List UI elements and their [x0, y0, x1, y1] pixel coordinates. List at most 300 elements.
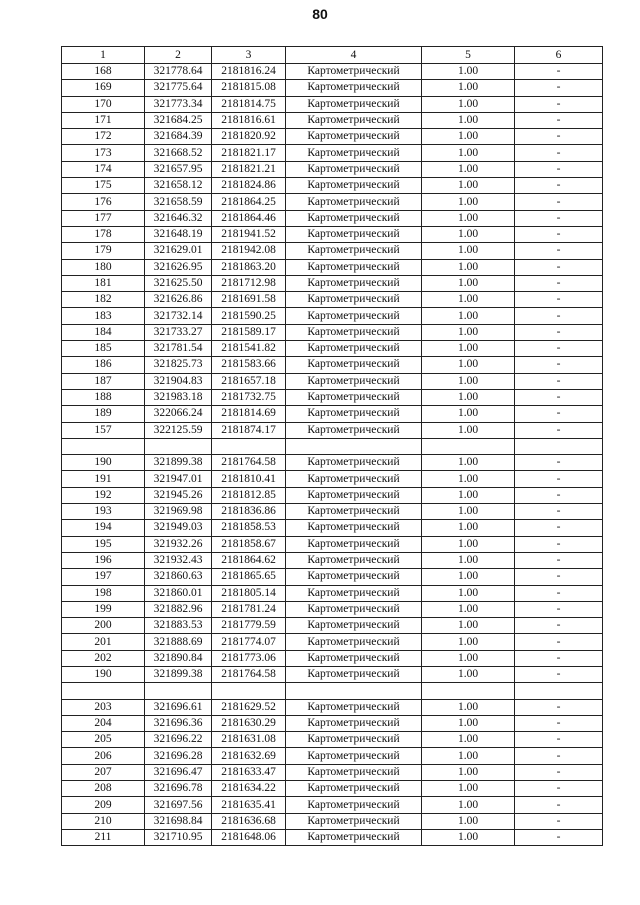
cell-description: - [515, 764, 603, 780]
cell-method: Картометрический [286, 666, 422, 682]
cell-accuracy: 1.00 [422, 650, 515, 666]
cell-y: 2181874.17 [212, 422, 286, 438]
cell-point-number: 183 [62, 308, 145, 324]
cell-y: 2181815.08 [212, 80, 286, 96]
cell-point-number: 210 [62, 813, 145, 829]
cell-y: 2181863.20 [212, 259, 286, 275]
cell-y: 2181732.75 [212, 389, 286, 405]
cell-x: 321890.84 [145, 650, 212, 666]
cell-accuracy: 1.00 [422, 504, 515, 520]
cell-description: - [515, 797, 603, 813]
empty-cell [515, 683, 603, 699]
cell-point-number: 203 [62, 699, 145, 715]
cell-y: 2181629.52 [212, 699, 286, 715]
cell-accuracy: 1.00 [422, 96, 515, 112]
cell-description: - [515, 536, 603, 552]
cell-point-number: 211 [62, 829, 145, 845]
cell-point-number: 176 [62, 194, 145, 210]
cell-x: 321882.96 [145, 601, 212, 617]
cell-accuracy: 1.00 [422, 357, 515, 373]
cell-point-number: 207 [62, 764, 145, 780]
cell-point-number: 175 [62, 178, 145, 194]
cell-accuracy: 1.00 [422, 520, 515, 536]
cell-point-number: 170 [62, 96, 145, 112]
cell-point-number: 208 [62, 781, 145, 797]
cell-description: - [515, 226, 603, 242]
cell-description: - [515, 666, 603, 682]
empty-cell [422, 683, 515, 699]
cell-x: 321888.69 [145, 634, 212, 650]
cell-description: - [515, 813, 603, 829]
cell-method: Картометрический [286, 585, 422, 601]
group-separator-row [62, 683, 603, 699]
cell-y: 2181635.41 [212, 797, 286, 813]
cell-method: Картометрический [286, 161, 422, 177]
cell-point-number: 185 [62, 341, 145, 357]
cell-point-number: 205 [62, 732, 145, 748]
cell-x: 321658.59 [145, 194, 212, 210]
cell-method: Картометрический [286, 797, 422, 813]
cell-description: - [515, 552, 603, 568]
cell-x: 321949.03 [145, 520, 212, 536]
table-row [62, 732, 603, 748]
table-row [62, 226, 603, 242]
table-header [62, 47, 603, 64]
cell-x: 321684.39 [145, 129, 212, 145]
cell-accuracy: 1.00 [422, 64, 515, 80]
cell-y: 2181836.86 [212, 504, 286, 520]
cell-method: Картометрический [286, 243, 422, 259]
cell-method: Картометрический [286, 357, 422, 373]
cell-description: - [515, 308, 603, 324]
cell-description: - [515, 422, 603, 438]
cell-method: Картометрический [286, 259, 422, 275]
cell-x: 321696.36 [145, 715, 212, 731]
cell-method: Картометрический [286, 406, 422, 422]
cell-y: 2181810.41 [212, 471, 286, 487]
cell-accuracy: 1.00 [422, 699, 515, 715]
cell-y: 2181764.58 [212, 666, 286, 682]
cell-y: 2181821.17 [212, 145, 286, 161]
cell-x: 321646.32 [145, 210, 212, 226]
cell-x: 321698.84 [145, 813, 212, 829]
cell-y: 2181814.69 [212, 406, 286, 422]
cell-x: 321629.01 [145, 243, 212, 259]
cell-accuracy: 1.00 [422, 308, 515, 324]
empty-cell [62, 438, 145, 454]
cell-y: 2181941.52 [212, 226, 286, 242]
cell-point-number: 198 [62, 585, 145, 601]
header-cell-description: 6 [515, 47, 603, 64]
cell-description: - [515, 748, 603, 764]
table-row [62, 715, 603, 731]
cell-point-number: 197 [62, 569, 145, 585]
cell-x: 321658.12 [145, 178, 212, 194]
cell-description: - [515, 601, 603, 617]
page-number: 80 [312, 6, 328, 22]
cell-y: 2181865.65 [212, 569, 286, 585]
cell-x: 321825.73 [145, 357, 212, 373]
cell-description: - [515, 373, 603, 389]
cell-description: - [515, 178, 603, 194]
empty-cell [145, 683, 212, 699]
cell-y: 2181648.06 [212, 829, 286, 845]
cell-method: Картометрический [286, 80, 422, 96]
cell-x: 321648.19 [145, 226, 212, 242]
cell-description: - [515, 585, 603, 601]
cell-method: Картометрический [286, 618, 422, 634]
cell-point-number: 190 [62, 455, 145, 471]
table-row [62, 569, 603, 585]
cell-x: 321668.52 [145, 145, 212, 161]
cell-method: Картометрический [286, 178, 422, 194]
cell-point-number: 173 [62, 145, 145, 161]
cell-method: Картометрический [286, 487, 422, 503]
cell-accuracy: 1.00 [422, 292, 515, 308]
cell-description: - [515, 389, 603, 405]
cell-method: Картометрический [286, 422, 422, 438]
cell-description: - [515, 210, 603, 226]
table-row [62, 406, 603, 422]
cell-description: - [515, 732, 603, 748]
cell-y: 2181781.24 [212, 601, 286, 617]
cell-method: Картометрический [286, 64, 422, 80]
cell-point-number: 194 [62, 520, 145, 536]
cell-x: 321899.38 [145, 455, 212, 471]
table-row [62, 422, 603, 438]
cell-method: Картометрический [286, 308, 422, 324]
table-row [62, 471, 603, 487]
table-row [62, 64, 603, 80]
cell-point-number: 178 [62, 226, 145, 242]
table-row [62, 324, 603, 340]
table-row [62, 243, 603, 259]
cell-accuracy: 1.00 [422, 569, 515, 585]
cell-accuracy: 1.00 [422, 618, 515, 634]
cell-x: 321899.38 [145, 666, 212, 682]
cell-y: 2181779.59 [212, 618, 286, 634]
table-row [62, 504, 603, 520]
cell-point-number: 184 [62, 324, 145, 340]
cell-y: 2181691.58 [212, 292, 286, 308]
header-cell-method: 4 [286, 47, 422, 64]
cell-description: - [515, 96, 603, 112]
cell-x: 321733.27 [145, 324, 212, 340]
cell-y: 2181633.47 [212, 764, 286, 780]
cell-method: Картометрический [286, 552, 422, 568]
cell-accuracy: 1.00 [422, 422, 515, 438]
cell-description: - [515, 634, 603, 650]
cell-method: Картометрический [286, 226, 422, 242]
cell-method: Картометрический [286, 650, 422, 666]
cell-method: Картометрический [286, 699, 422, 715]
coordinates-table [61, 46, 603, 846]
empty-cell [212, 683, 286, 699]
header-row [62, 47, 603, 64]
table-row [62, 487, 603, 503]
table-row [62, 764, 603, 780]
cell-point-number: 182 [62, 292, 145, 308]
cell-description: - [515, 64, 603, 80]
cell-method: Картометрический [286, 748, 422, 764]
table-row [62, 618, 603, 634]
empty-cell [515, 438, 603, 454]
cell-method: Картометрический [286, 275, 422, 291]
cell-point-number: 192 [62, 487, 145, 503]
cell-method: Картометрический [286, 715, 422, 731]
cell-description: - [515, 569, 603, 585]
cell-accuracy: 1.00 [422, 536, 515, 552]
table-row [62, 259, 603, 275]
cell-accuracy: 1.00 [422, 732, 515, 748]
table-row [62, 455, 603, 471]
cell-accuracy: 1.00 [422, 764, 515, 780]
cell-description: - [515, 194, 603, 210]
cell-accuracy: 1.00 [422, 324, 515, 340]
cell-accuracy: 1.00 [422, 666, 515, 682]
cell-method: Картометрический [286, 341, 422, 357]
cell-description: - [515, 145, 603, 161]
cell-description: - [515, 324, 603, 340]
cell-method: Картометрический [286, 112, 422, 128]
cell-point-number: 200 [62, 618, 145, 634]
cell-point-number: 199 [62, 601, 145, 617]
cell-description: - [515, 715, 603, 731]
cell-point-number: 181 [62, 275, 145, 291]
cell-y: 2181632.69 [212, 748, 286, 764]
cell-accuracy: 1.00 [422, 829, 515, 845]
cell-method: Картометрический [286, 145, 422, 161]
cell-description: - [515, 259, 603, 275]
cell-x: 322125.59 [145, 422, 212, 438]
cell-x: 321732.14 [145, 308, 212, 324]
cell-description: - [515, 829, 603, 845]
cell-point-number: 188 [62, 389, 145, 405]
cell-x: 321932.43 [145, 552, 212, 568]
cell-x: 321781.54 [145, 341, 212, 357]
table-row [62, 634, 603, 650]
cell-description: - [515, 112, 603, 128]
empty-cell [62, 683, 145, 699]
cell-method: Картометрический [286, 324, 422, 340]
cell-accuracy: 1.00 [422, 455, 515, 471]
cell-description: - [515, 618, 603, 634]
cell-y: 2181583.66 [212, 357, 286, 373]
cell-accuracy: 1.00 [422, 389, 515, 405]
cell-description: - [515, 781, 603, 797]
cell-accuracy: 1.00 [422, 634, 515, 650]
cell-x: 321883.53 [145, 618, 212, 634]
cell-point-number: 169 [62, 80, 145, 96]
cell-x: 321860.63 [145, 569, 212, 585]
table-row [62, 112, 603, 128]
cell-x: 321775.64 [145, 80, 212, 96]
cell-method: Картометрический [286, 569, 422, 585]
cell-method: Картометрический [286, 781, 422, 797]
cell-accuracy: 1.00 [422, 178, 515, 194]
table-body [62, 64, 603, 846]
cell-point-number: 195 [62, 536, 145, 552]
group-separator-row [62, 438, 603, 454]
cell-x: 321969.98 [145, 504, 212, 520]
cell-y: 2181773.06 [212, 650, 286, 666]
header-cell-point-number: 1 [62, 47, 145, 64]
cell-accuracy: 1.00 [422, 748, 515, 764]
cell-description: - [515, 455, 603, 471]
cell-x: 321696.61 [145, 699, 212, 715]
table-row [62, 748, 603, 764]
cell-description: - [515, 292, 603, 308]
cell-point-number: 190 [62, 666, 145, 682]
cell-point-number: 179 [62, 243, 145, 259]
cell-x: 321773.34 [145, 96, 212, 112]
table-row [62, 161, 603, 177]
cell-method: Картометрический [286, 634, 422, 650]
cell-point-number: 191 [62, 471, 145, 487]
table-row [62, 797, 603, 813]
cell-y: 2181634.22 [212, 781, 286, 797]
cell-accuracy: 1.00 [422, 471, 515, 487]
cell-y: 2181864.46 [212, 210, 286, 226]
cell-accuracy: 1.00 [422, 585, 515, 601]
cell-accuracy: 1.00 [422, 341, 515, 357]
cell-method: Картометрический [286, 829, 422, 845]
cell-description: - [515, 471, 603, 487]
cell-accuracy: 1.00 [422, 373, 515, 389]
cell-method: Картометрический [286, 536, 422, 552]
table-row [62, 178, 603, 194]
cell-method: Картометрический [286, 732, 422, 748]
table-row [62, 308, 603, 324]
cell-point-number: 202 [62, 650, 145, 666]
cell-accuracy: 1.00 [422, 226, 515, 242]
cell-y: 2181589.17 [212, 324, 286, 340]
cell-x: 321626.86 [145, 292, 212, 308]
cell-x: 321696.22 [145, 732, 212, 748]
cell-y: 2181821.21 [212, 161, 286, 177]
cell-y: 2181541.82 [212, 341, 286, 357]
cell-accuracy: 1.00 [422, 406, 515, 422]
cell-description: - [515, 520, 603, 536]
cell-description: - [515, 161, 603, 177]
table-row [62, 520, 603, 536]
cell-y: 2181657.18 [212, 373, 286, 389]
cell-point-number: 171 [62, 112, 145, 128]
cell-method: Картометрический [286, 813, 422, 829]
cell-x: 321626.95 [145, 259, 212, 275]
cell-accuracy: 1.00 [422, 129, 515, 145]
cell-method: Картометрический [286, 292, 422, 308]
table-row [62, 585, 603, 601]
cell-point-number: 201 [62, 634, 145, 650]
table-row [62, 813, 603, 829]
cell-accuracy: 1.00 [422, 243, 515, 259]
empty-cell [212, 438, 286, 454]
cell-method: Картометрический [286, 455, 422, 471]
cell-y: 2181774.07 [212, 634, 286, 650]
cell-method: Картометрический [286, 471, 422, 487]
cell-x: 321696.28 [145, 748, 212, 764]
cell-x: 321778.64 [145, 64, 212, 80]
cell-point-number: 172 [62, 129, 145, 145]
table-row [62, 292, 603, 308]
empty-cell [286, 683, 422, 699]
cell-x: 321932.26 [145, 536, 212, 552]
cell-point-number: 174 [62, 161, 145, 177]
empty-cell [422, 438, 515, 454]
cell-y: 2181858.67 [212, 536, 286, 552]
cell-description: - [515, 129, 603, 145]
cell-description: - [515, 275, 603, 291]
table-row [62, 80, 603, 96]
header-cell-accuracy: 5 [422, 47, 515, 64]
cell-y: 2181631.08 [212, 732, 286, 748]
cell-x: 321696.47 [145, 764, 212, 780]
cell-method: Картометрический [286, 373, 422, 389]
header-cell-x: 2 [145, 47, 212, 64]
cell-point-number: 209 [62, 797, 145, 813]
cell-accuracy: 1.00 [422, 80, 515, 96]
cell-point-number: 206 [62, 748, 145, 764]
cell-description: - [515, 80, 603, 96]
cell-method: Картометрический [286, 601, 422, 617]
table-row [62, 552, 603, 568]
cell-y: 2181816.61 [212, 112, 286, 128]
cell-y: 2181590.25 [212, 308, 286, 324]
table-row [62, 129, 603, 145]
empty-cell [286, 438, 422, 454]
cell-y: 2181942.08 [212, 243, 286, 259]
table-row [62, 341, 603, 357]
cell-accuracy: 1.00 [422, 194, 515, 210]
cell-method: Картометрический [286, 96, 422, 112]
cell-point-number: 193 [62, 504, 145, 520]
cell-accuracy: 1.00 [422, 781, 515, 797]
cell-description: - [515, 406, 603, 422]
cell-accuracy: 1.00 [422, 552, 515, 568]
cell-accuracy: 1.00 [422, 487, 515, 503]
cell-accuracy: 1.00 [422, 145, 515, 161]
table-row [62, 829, 603, 845]
cell-accuracy: 1.00 [422, 813, 515, 829]
cell-description: - [515, 487, 603, 503]
cell-point-number: 204 [62, 715, 145, 731]
header-cell-y: 3 [212, 47, 286, 64]
table-row [62, 650, 603, 666]
cell-accuracy: 1.00 [422, 161, 515, 177]
cell-y: 2181636.68 [212, 813, 286, 829]
cell-point-number: 180 [62, 259, 145, 275]
table-row [62, 145, 603, 161]
cell-accuracy: 1.00 [422, 797, 515, 813]
cell-y: 2181816.24 [212, 64, 286, 80]
cell-method: Картометрический [286, 129, 422, 145]
cell-y: 2181864.25 [212, 194, 286, 210]
cell-y: 2181820.92 [212, 129, 286, 145]
cell-point-number: 189 [62, 406, 145, 422]
cell-x: 321904.83 [145, 373, 212, 389]
cell-method: Картометрический [286, 194, 422, 210]
cell-x: 321860.01 [145, 585, 212, 601]
cell-y: 2181824.86 [212, 178, 286, 194]
cell-description: - [515, 650, 603, 666]
cell-x: 321696.78 [145, 781, 212, 797]
cell-description: - [515, 357, 603, 373]
cell-x: 321697.56 [145, 797, 212, 813]
cell-y: 2181630.29 [212, 715, 286, 731]
cell-y: 2181712.98 [212, 275, 286, 291]
table-row [62, 389, 603, 405]
